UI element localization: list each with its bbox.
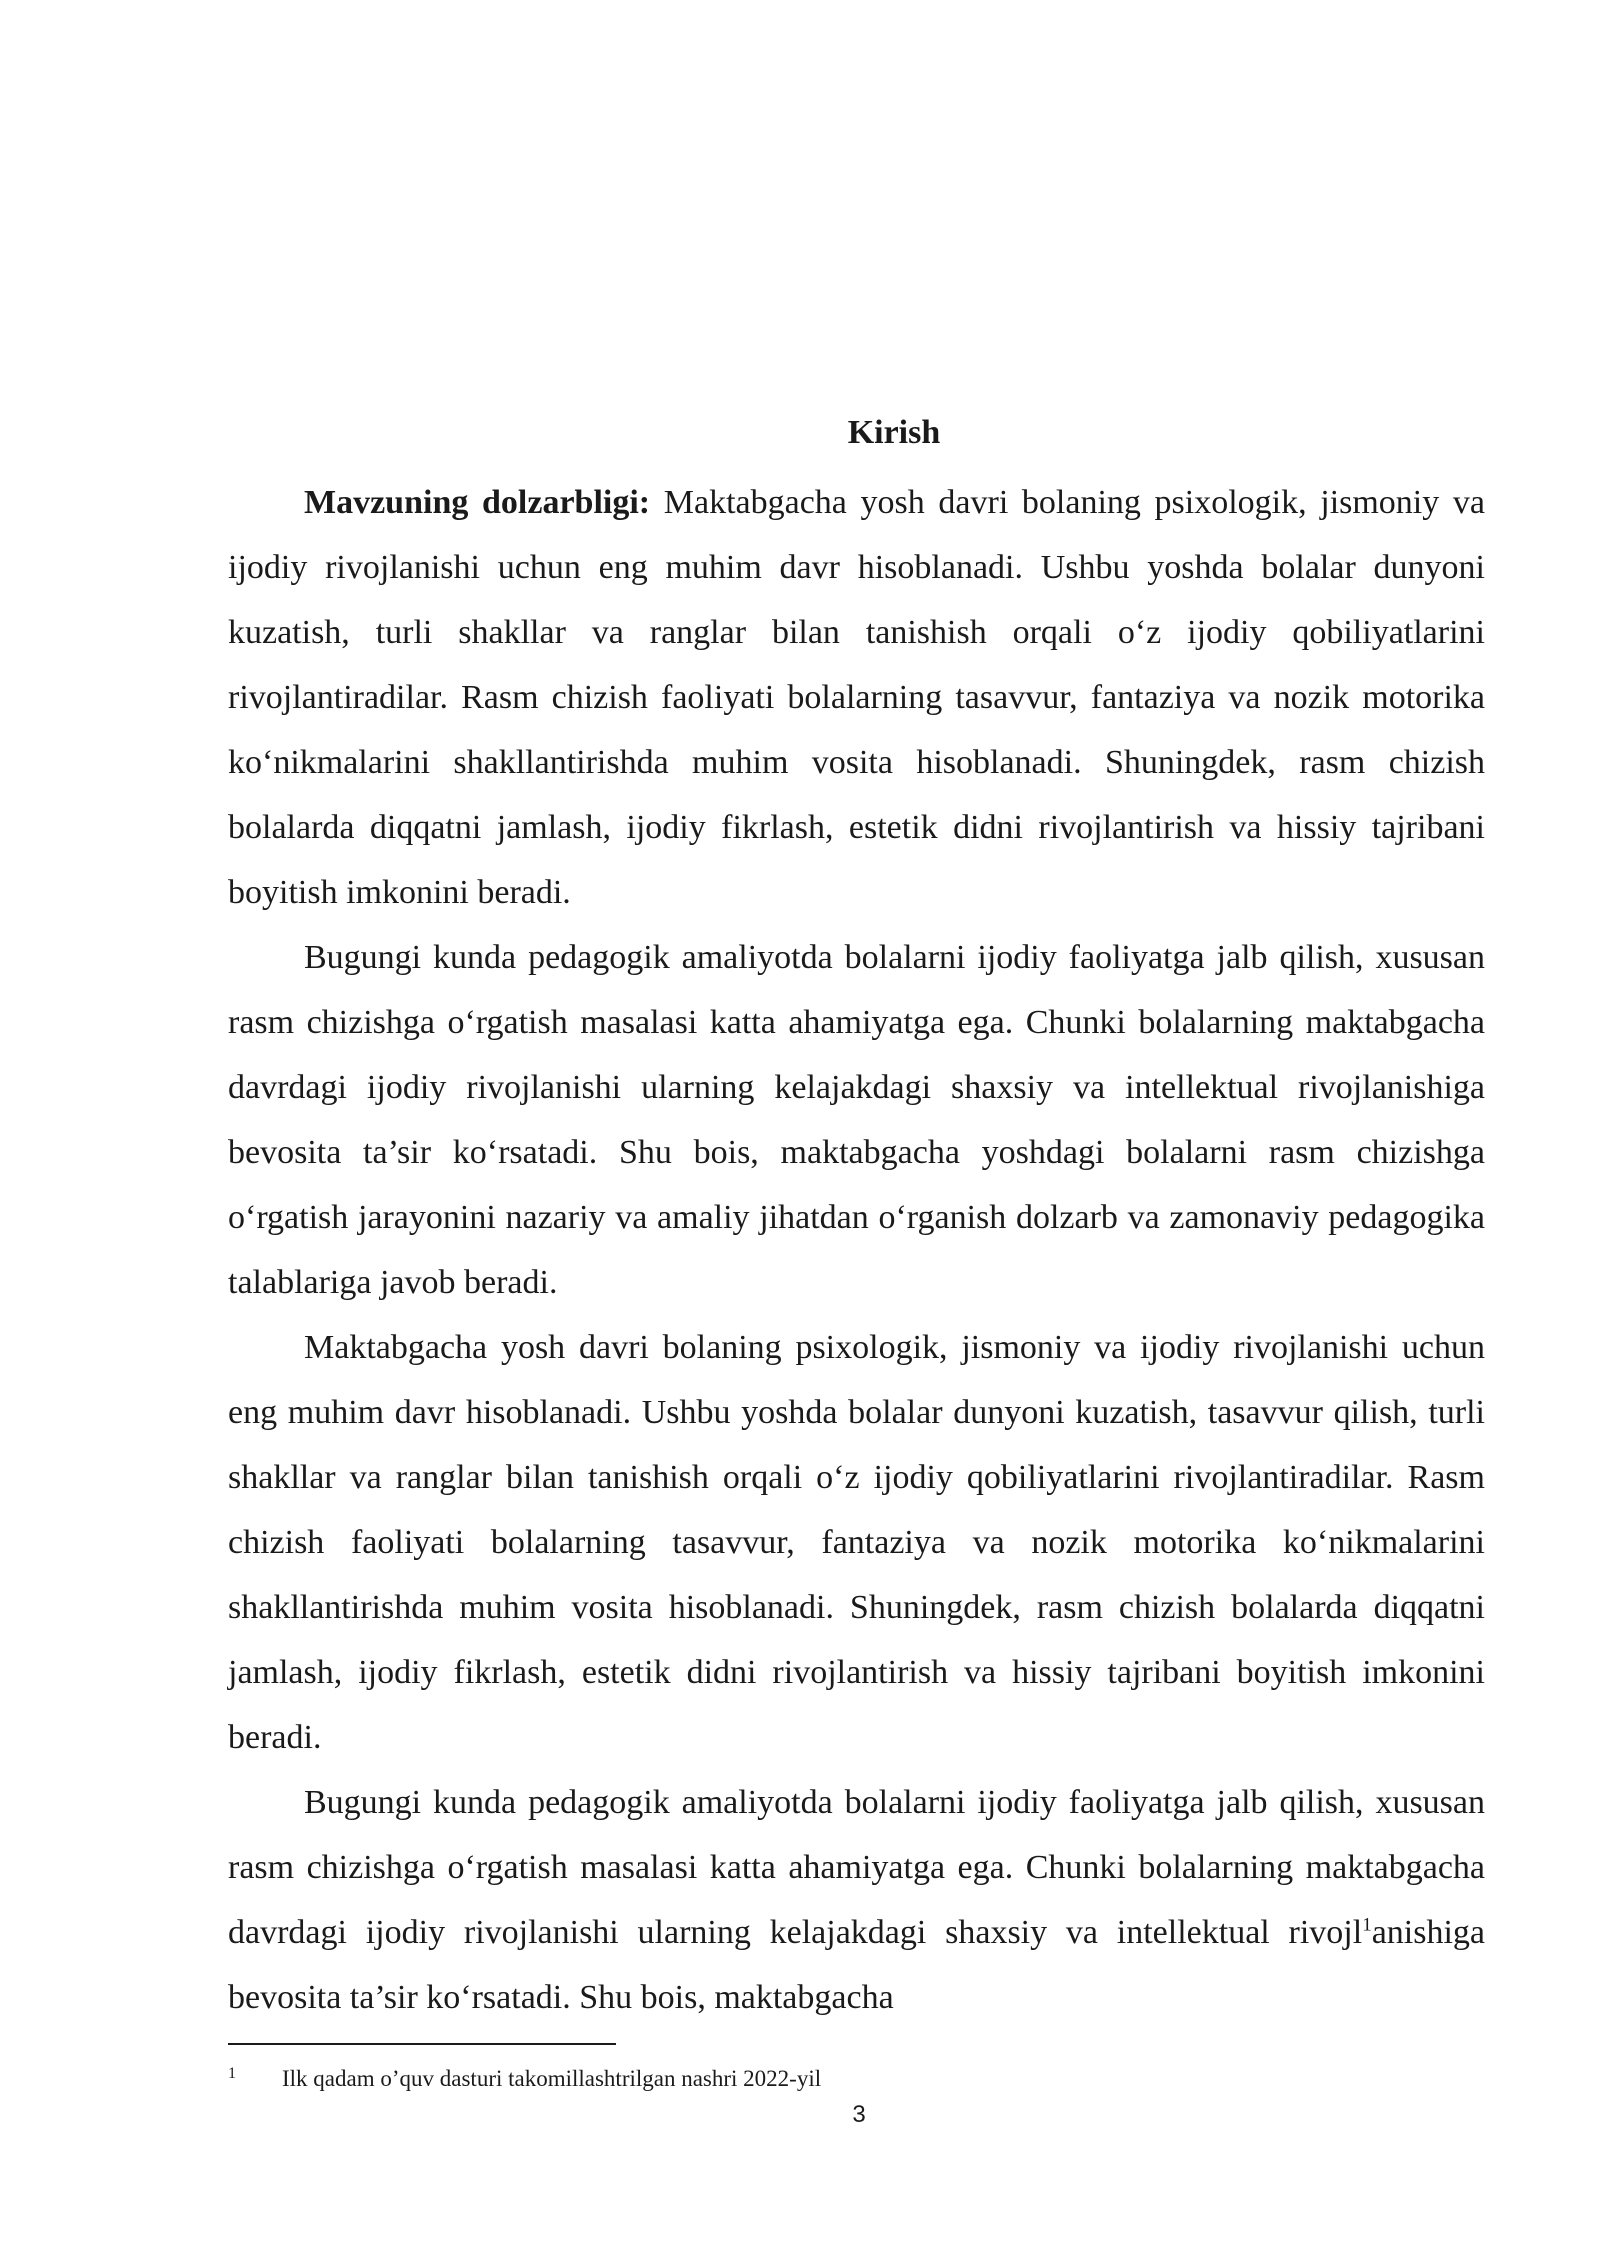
footnote-text: Ilk qadam o’quv dasturi takomillashtrilgan nashri 2022-yil xyxy=(282,2066,822,2091)
paragraph-1 xyxy=(228,470,1485,925)
paragraph-text: Maktabgacha yosh davri bolaning psixologik, jismoniy va ijodiy rivojlanishi uchun eng muhim davr hisoblanadi. Ushbu yoshda bolalar dunyoni kuzatish, turli shakllar va ranglar bilan tanishish orqali o‘z ijodiy qobiliyatlarini rivojlantiradilar. Rasm chizish faoliyati bolalarning tasavvur, fantaziya va nozik motorika ko‘nikmalarini shakllantirishda muhim vosita hisoblanadi. Shuningdek, rasm chizish bolalarda diqqatni jamlash, ijodiy fikrlash, estetik didni rivojlantirish va hissiy tajribani boyitish imkonini beradi. xyxy=(228,484,1485,911)
page-title: Kirish xyxy=(847,414,941,451)
footnote xyxy=(228,2062,1485,2096)
paragraph-text: anishiga bevosita ta’sir ko‘rsatadi. Shu bois, maktabgacha xyxy=(228,1914,1485,2016)
footnote-separator xyxy=(228,2043,616,2045)
body-text xyxy=(228,470,1485,2030)
paragraph-4 xyxy=(228,1770,1485,2030)
paragraph-text: Bugungi kunda pedagogik amaliyotda bolalarni ijodiy faoliyatga jalb qilish, xususan rasm chizishga o‘rgatish masalasi katta ahamiyatga ega. Chunki bolalarning maktabgacha davrdagi ijodiy rivojlanishi ularning kelajakdagi shaxsiy va intellektual rivojl xyxy=(228,1784,1485,1951)
paragraph-lead: Mavzuning dolzarbligi: xyxy=(304,484,651,521)
footnote-reference[interactable]: 1 xyxy=(1362,1914,1372,1936)
page-number: 3 xyxy=(852,2101,866,2128)
paragraph-text: Maktabgacha yosh davri bolaning psixologik, jismoniy va ijodiy rivojlanishi uchun eng muhim davr hisoblanadi. Ushbu yoshda bolalar dunyoni kuzatish, tasavvur qilish, turli shakllar va ranglar bilan tanishish orqali o‘z ijodiy qobiliyatlarini rivojlantiradilar. Rasm chizish faoliyati bolalarning tasavvur, fantaziya va nozik motorika ko‘nikmalarini shakllantirishda muhim vosita hisoblanadi. Shuningdek, rasm chizish bolalarda diqqatni jamlash, ijodiy fikrlash, estetik didni rivojlantirish va hissiy tajribani boyitish imkonini beradi. xyxy=(228,1329,1485,1756)
paragraph-2 xyxy=(228,925,1485,1315)
paragraph-3 xyxy=(228,1315,1485,1770)
footnote-mark: 1 xyxy=(228,2065,236,2082)
paragraph-text: Bugungi kunda pedagogik amaliyotda bolalarni ijodiy faoliyatga jalb qilish, xususan rasm chizishga o‘rgatish masalasi katta ahamiyatga ega. Chunki bolalarning maktabgacha davrdagi ijodiy rivojlanishi ularning kelajakdagi shaxsiy va intellektual rivojlanishiga bevosita ta’sir ko‘rsatadi. Shu bois, maktabgacha yoshdagi bolalarni rasm chizishga o‘rgatish jarayonini nazariy va amaliy jihatdan o‘rganish dolzarb va zamonaviy pedagogika talablariga javob beradi. xyxy=(228,939,1485,1301)
